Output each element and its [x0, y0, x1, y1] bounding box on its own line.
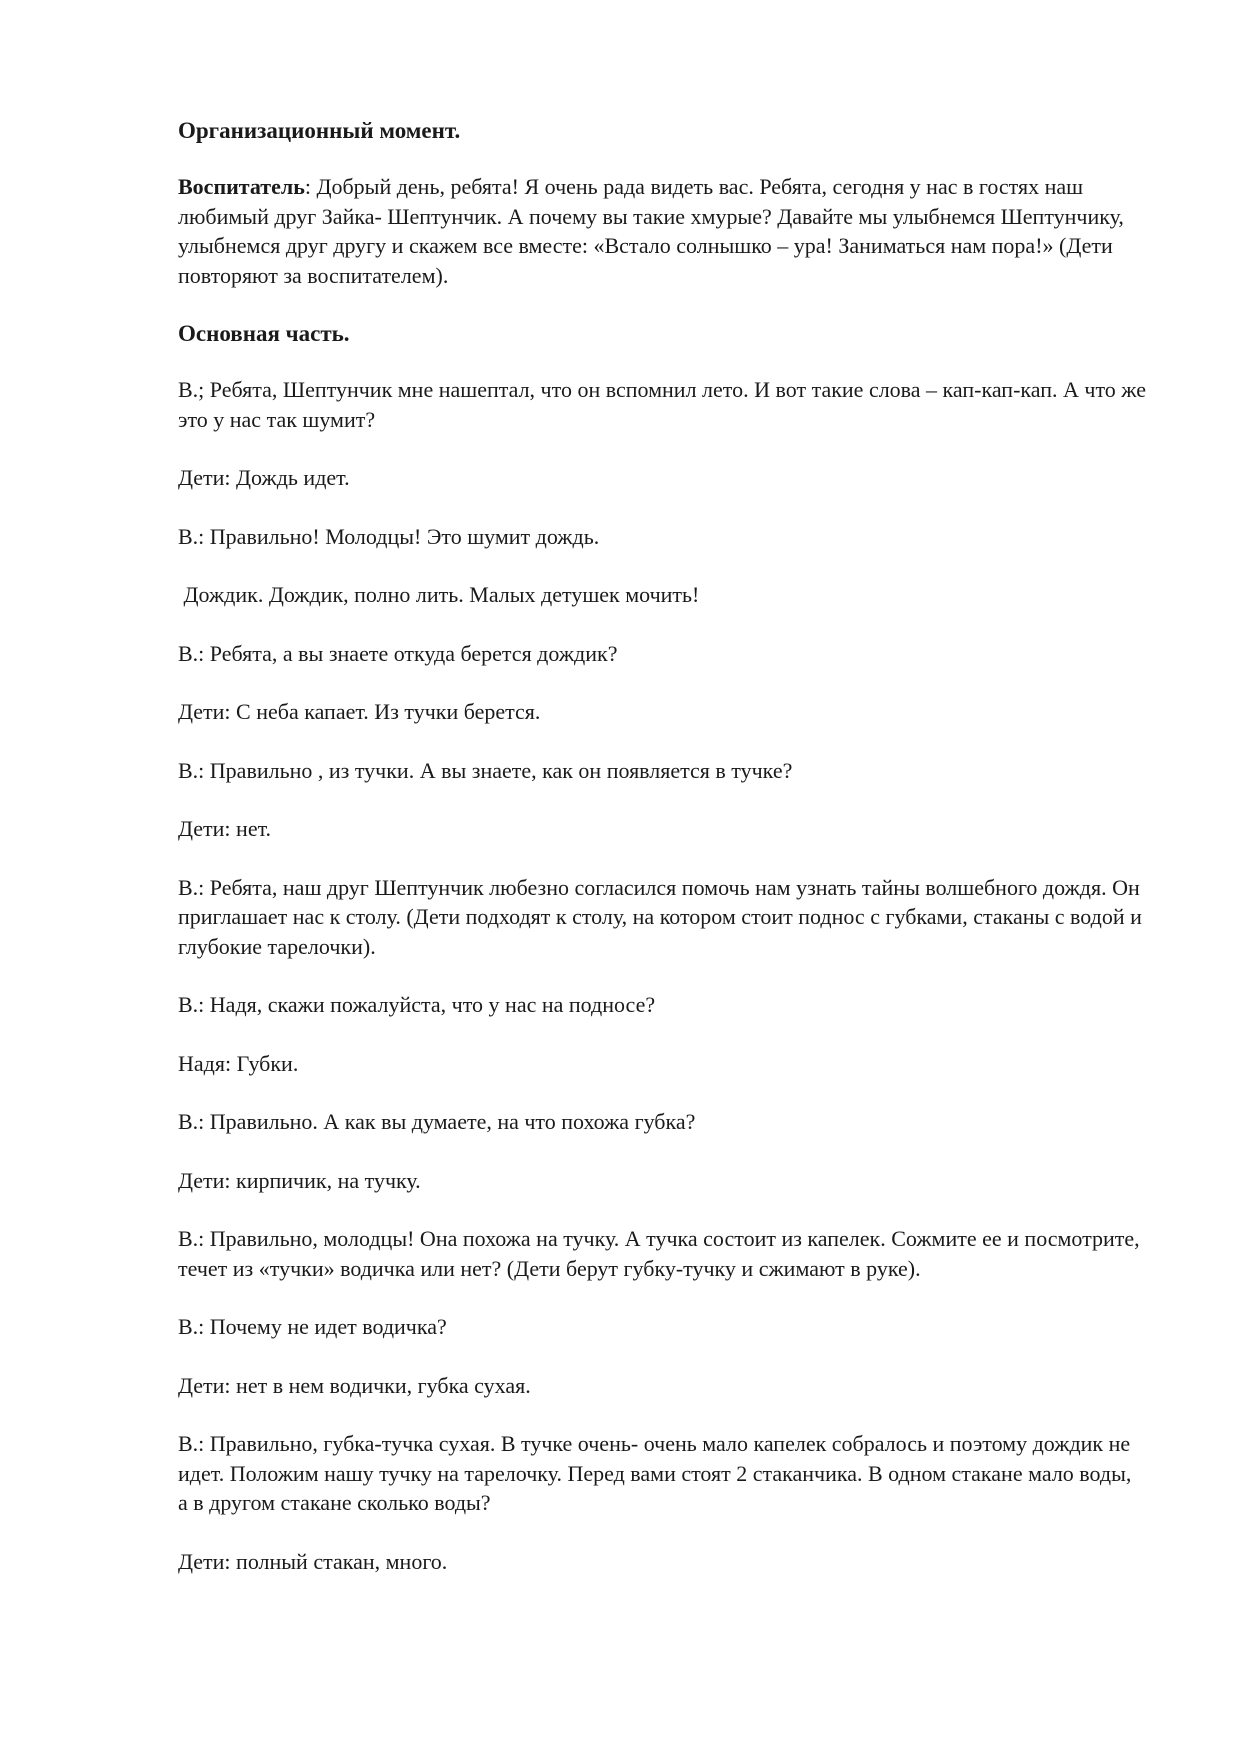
dialogue-paragraph: Дождик. Дождик, полно лить. Малых детушек мочить! — [178, 582, 700, 607]
dialogue-paragraph: В.: Ребята, наш друг Шептунчик любезно согласился помочь нам узнать тайны волшебного дождя. Он приглашает нас к столу. (Дети подходят к столу, на котором стоит поднос с губками, стаканы с водой и глубокие тарелочки). — [178, 874, 1142, 959]
dialogue-paragraph: Дети: нет в нем водички, губка сухая. — [178, 1372, 531, 1398]
dialogue-paragraph: Дети: полный стакан, много. — [178, 1548, 448, 1574]
dialogue-paragraph: В.; Ребята, Шептунчик мне нашептал, что он вспомнил лето. И вот такие слова – кап-кап-кап. А что же это у нас так шумит? — [178, 377, 1146, 432]
dialogue-paragraph: В.: Надя, скажи пожалуйста, что у нас на подносе? — [178, 992, 656, 1017]
dialogue-paragraph: Дети: кирпичик, на тучку. — [178, 1167, 421, 1193]
dialogue-paragraph: В.: Ребята, а вы знаете откуда берется дождик? — [178, 640, 618, 666]
speaker-label-teacher: Воспитатель — [178, 174, 305, 199]
section-heading-organizational: Организационный момент. — [178, 118, 461, 143]
dialogue-paragraph: В.: Правильно, губка-тучка сухая. В тучке очень- очень мало капелек собралось и поэтому дождик не идет. Положим нашу тучку на тарелочку. Перед вами стоят 2 стаканчика. В одном стакане мало воды, а в другом стакане сколько воды? — [178, 1431, 1132, 1515]
dialogue-paragraph: Надя: Губки. — [178, 1050, 299, 1076]
document-body — [178, 116, 1146, 1605]
dialogue-paragraph: В.: Почему не идет водичка? — [178, 1314, 447, 1339]
intro-text: : Добрый день, ребята! Я очень рада видеть вас. Ребята, сегодня у нас в гостях наш любимый друг Зайка- Шептунчик. А почему вы такие хмурые? Давайте мы улыбнемся Шептунчику, улыбнемся друг другу и скажем все вместе: «Встало солнышко – ура! Заниматься нам пора!» (Дети повторяют за воспитателем). — [178, 174, 1124, 288]
dialogue-paragraph: В.: Правильно! Молодцы! Это шумит дождь. — [178, 523, 600, 549]
dialogue-paragraph: Дети: Дождь идет. — [178, 465, 350, 490]
section-heading-main: Основная часть. — [178, 321, 350, 346]
dialogue-paragraph: В.: Правильно. А как вы думаете, на что похожа губка? — [178, 1109, 696, 1134]
dialogue-paragraph: В.: Правильно, молодцы! Она похожа на тучку. А тучка состоит из капелек. Сожмите ее и посмотрите, течет из «тучки» водичка или нет? (Дети берут губку-тучку и сжимают в руке). — [178, 1226, 1140, 1281]
intro-paragraph — [178, 172, 1146, 290]
dialogue-paragraph: Дети: С неба капает. Из тучки берется. — [178, 699, 541, 724]
dialogue-paragraph: В.: Правильно , из тучки. А вы знаете, как он появляется в тучке? — [178, 757, 793, 783]
dialogue-paragraph: Дети: нет. — [178, 816, 272, 841]
